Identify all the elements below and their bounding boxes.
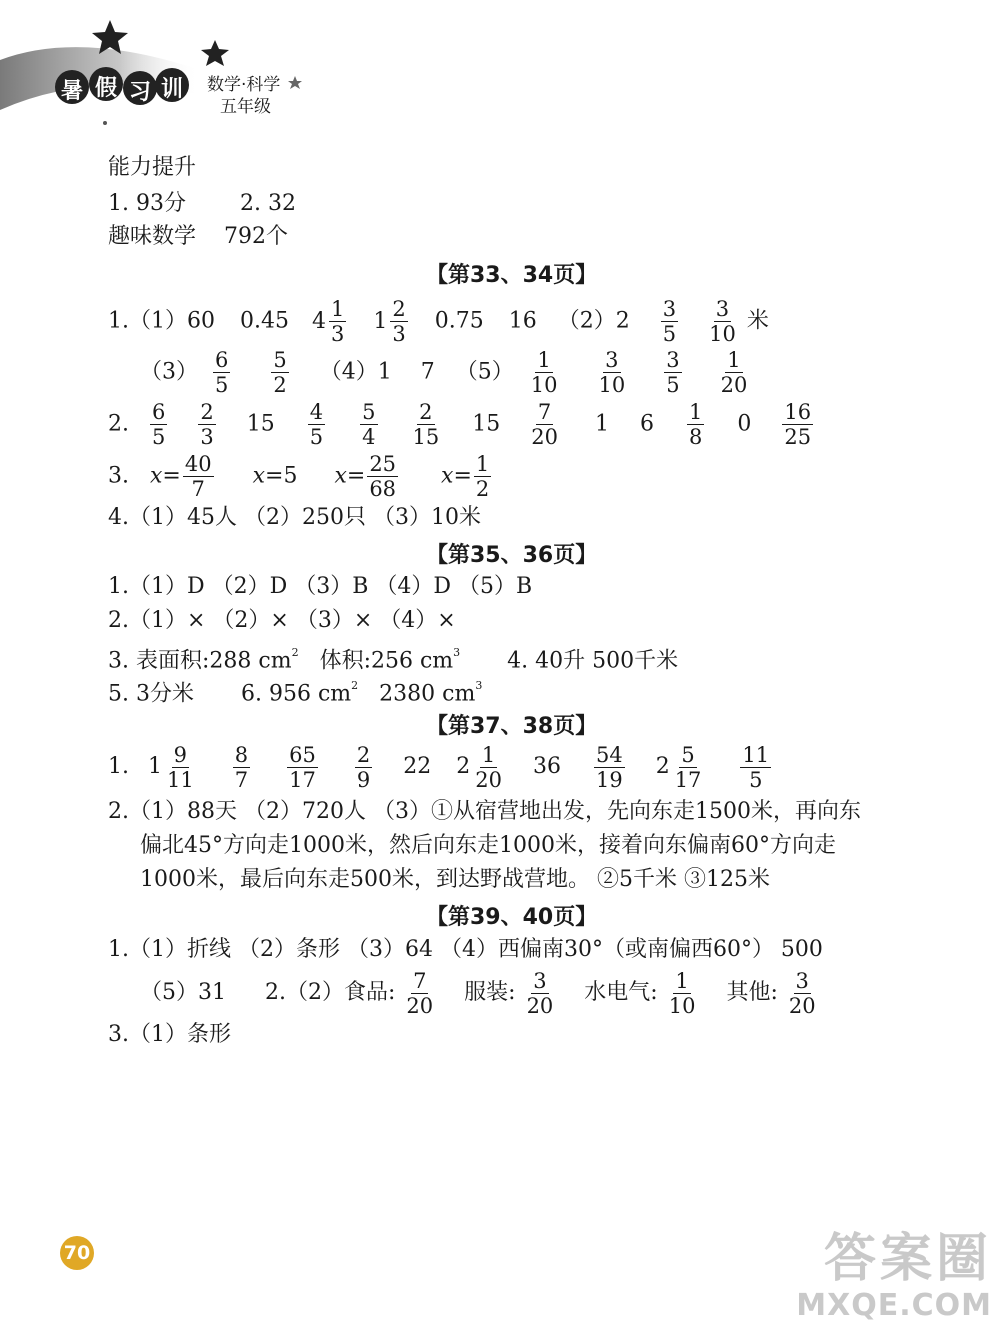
section-heading: 【第37、38页】: [426, 714, 598, 739]
answer-line: 4.（1）45人 （2）250只 （3）10米: [108, 505, 481, 530]
fraction: $\frac{40}{7}$: [184, 452, 212, 501]
answer-item: 6: [639, 411, 654, 437]
fraction: $\frac{1}{2}$: [475, 452, 490, 501]
answer-line: 偏北45°方向走1000米，然后向东走1000米，接着向东偏南60°方向走: [140, 833, 836, 858]
mixed-number: 1 $\frac{9}{11}$: [148, 742, 194, 792]
equals: =: [162, 463, 181, 489]
superscript: 2: [291, 646, 299, 659]
watermark-en: MXQE.COM: [796, 1288, 992, 1323]
mixed-number: 2 $\frac{5}{17}$: [655, 742, 702, 792]
page-number: 70: [60, 1236, 94, 1270]
answer-item: 0: [737, 411, 752, 437]
variable: x: [441, 463, 454, 489]
answer-item: 服装:: [464, 980, 516, 1005]
section-heading: 【第33、34页】: [426, 263, 598, 288]
answer-line: [108, 189, 296, 219]
header-grade: 五年级: [220, 97, 271, 117]
fraction: $\frac{3}{20}$: [526, 968, 554, 1018]
watermark-cn: 答案圈: [823, 1229, 992, 1289]
header-subject: 数学·科学: [207, 75, 281, 95]
answer-line: [108, 674, 483, 707]
answer-item: 其他:: [726, 980, 778, 1005]
answer-item: 水电气:: [584, 980, 658, 1005]
fraction: $\frac{6}{5}$: [152, 400, 166, 449]
equals: =: [453, 463, 472, 489]
fraction: $\frac{25}{68}$: [369, 452, 397, 501]
fraction: $\frac{2}{15}$: [412, 400, 440, 449]
fraction: $\frac{4}{5}$: [309, 400, 324, 449]
fraction: $\frac{1}{20}$: [720, 348, 748, 397]
answer-item: 2.: [108, 411, 129, 437]
fraction: $\frac{3}{10}$: [709, 297, 736, 346]
answer-item: 体积:256 cm: [319, 648, 454, 674]
fraction: $\frac{2}{3}$: [200, 400, 214, 449]
answer-item: 6. 956 cm: [240, 681, 352, 707]
answer-item: 3.: [108, 463, 129, 489]
fraction: $\frac{6}{5}$: [215, 348, 229, 397]
fraction: $\frac{3}{20}$: [788, 968, 816, 1018]
answer-item: （2）2: [557, 308, 630, 334]
answer-item: 5. 3分米: [108, 681, 194, 707]
answer-item: 0.75: [434, 308, 484, 334]
watermark: [796, 1229, 992, 1323]
answer-item: 2380 cm: [379, 681, 476, 707]
answer-item: 5: [283, 463, 298, 489]
section-heading: 【第35、36页】: [426, 543, 598, 568]
answer-item: （3）: [140, 359, 198, 385]
section-title: 能力提升: [108, 155, 197, 180]
variable: x: [334, 463, 347, 489]
answer-line: [108, 297, 769, 346]
badge-char: 习: [129, 80, 152, 105]
answer-item: 1. 93分: [108, 191, 186, 216]
fraction: $\frac{1}{10}$: [530, 348, 558, 397]
fraction: $\frac{5}{4}$: [362, 400, 376, 449]
answer-item: 7: [420, 359, 435, 385]
equals: =: [265, 463, 284, 489]
section-heading: 【第39、40页】: [426, 905, 598, 930]
answer-unit: 米: [746, 308, 769, 334]
fraction: $\frac{5}{2}$: [273, 348, 287, 397]
variable: x: [150, 463, 163, 489]
badge-char: 暑: [61, 79, 84, 104]
answer-item: 2.（2）食品:: [265, 980, 396, 1005]
answer-line: [140, 348, 751, 397]
fraction: $\frac{3}{5}$: [666, 348, 680, 397]
answer-item: 16: [508, 308, 537, 334]
fraction: $\frac{65}{17}$: [289, 742, 316, 792]
answer-line: [108, 452, 493, 500]
answer-line: [108, 400, 815, 448]
fraction: $\frac{2}{9}$: [356, 742, 371, 792]
badge-char: 假: [95, 76, 118, 101]
answer-line: 2.（1）× （2）× （3）× （4）×: [108, 608, 456, 633]
fraction: $\frac{16}{25}$: [784, 400, 812, 449]
answer-item: 15: [472, 411, 501, 437]
answer-item: （5）: [455, 359, 514, 385]
header-banner: [0, 0, 330, 125]
answer-item: （4）1: [319, 359, 392, 385]
badge-char: 训: [161, 77, 184, 102]
banner-graphic: [0, 0, 330, 125]
answer-line: 1.（1）折线 （2）条形 （3）64 （4）西偏南30°（或南偏西60°） 500: [108, 937, 823, 962]
answer-item: 0.45: [239, 308, 289, 334]
fraction: $\frac{11}{5}$: [742, 742, 770, 792]
answer-item: （5）31: [140, 980, 226, 1005]
equals: =: [346, 463, 366, 489]
fraction: $\frac{7}{20}$: [406, 968, 434, 1018]
superscript: 3: [453, 646, 461, 659]
answer-line: 2.（1）88天 （2）720人 （3）①从宿营地出发，先向东走1500米，再向东: [108, 799, 861, 824]
answer-item: 1: [594, 411, 609, 437]
answer-line: [108, 222, 288, 252]
answer-line: 1.（1）D （2）D （3）B （4）D （5）B: [108, 574, 533, 599]
answer-item: 2. 32: [239, 191, 296, 216]
fun-math-answer: 792个: [224, 224, 289, 249]
fun-math-label: 趣味数学: [108, 224, 197, 249]
answer-item: 15: [246, 411, 275, 437]
answer-line: [108, 742, 773, 792]
fraction: $\frac{1}{10}$: [668, 968, 696, 1018]
fraction: $\frac{1}{8}$: [688, 400, 703, 449]
mixed-number: 4 $\frac{1}{3}$: [311, 297, 345, 346]
variable: x: [252, 463, 266, 489]
answer-line: 3.（1）条形: [108, 1022, 231, 1047]
mixed-number: 1 $\frac{2}{3}$: [373, 297, 406, 346]
answer-item: 1.（1）60: [108, 308, 215, 334]
fraction: $\frac{8}{7}$: [234, 742, 249, 792]
superscript: 2: [351, 679, 359, 692]
answer-line: 1000米，最后向东走500米，到达野战营地。 ②5千米 ③125米: [140, 867, 770, 892]
star-icon: [201, 40, 229, 66]
answer-item: 22: [403, 754, 432, 779]
answer-item: 1.: [108, 754, 129, 779]
fraction: $\frac{3}{10}$: [598, 348, 626, 397]
mixed-number: 2 $\frac{1}{20}$: [456, 742, 502, 792]
fraction: $\frac{7}{20}$: [531, 400, 558, 449]
fraction: $\frac{3}{5}$: [662, 297, 677, 346]
answer-item: 3. 表面积:288 cm: [108, 648, 292, 674]
fraction: $\frac{54}{19}$: [595, 742, 623, 792]
superscript: 3: [475, 679, 483, 692]
answer-item: 36: [532, 754, 561, 779]
answer-line: [140, 968, 820, 1018]
answer-line: [108, 641, 679, 674]
answer-item: 4. 40升 500千米: [507, 648, 679, 674]
